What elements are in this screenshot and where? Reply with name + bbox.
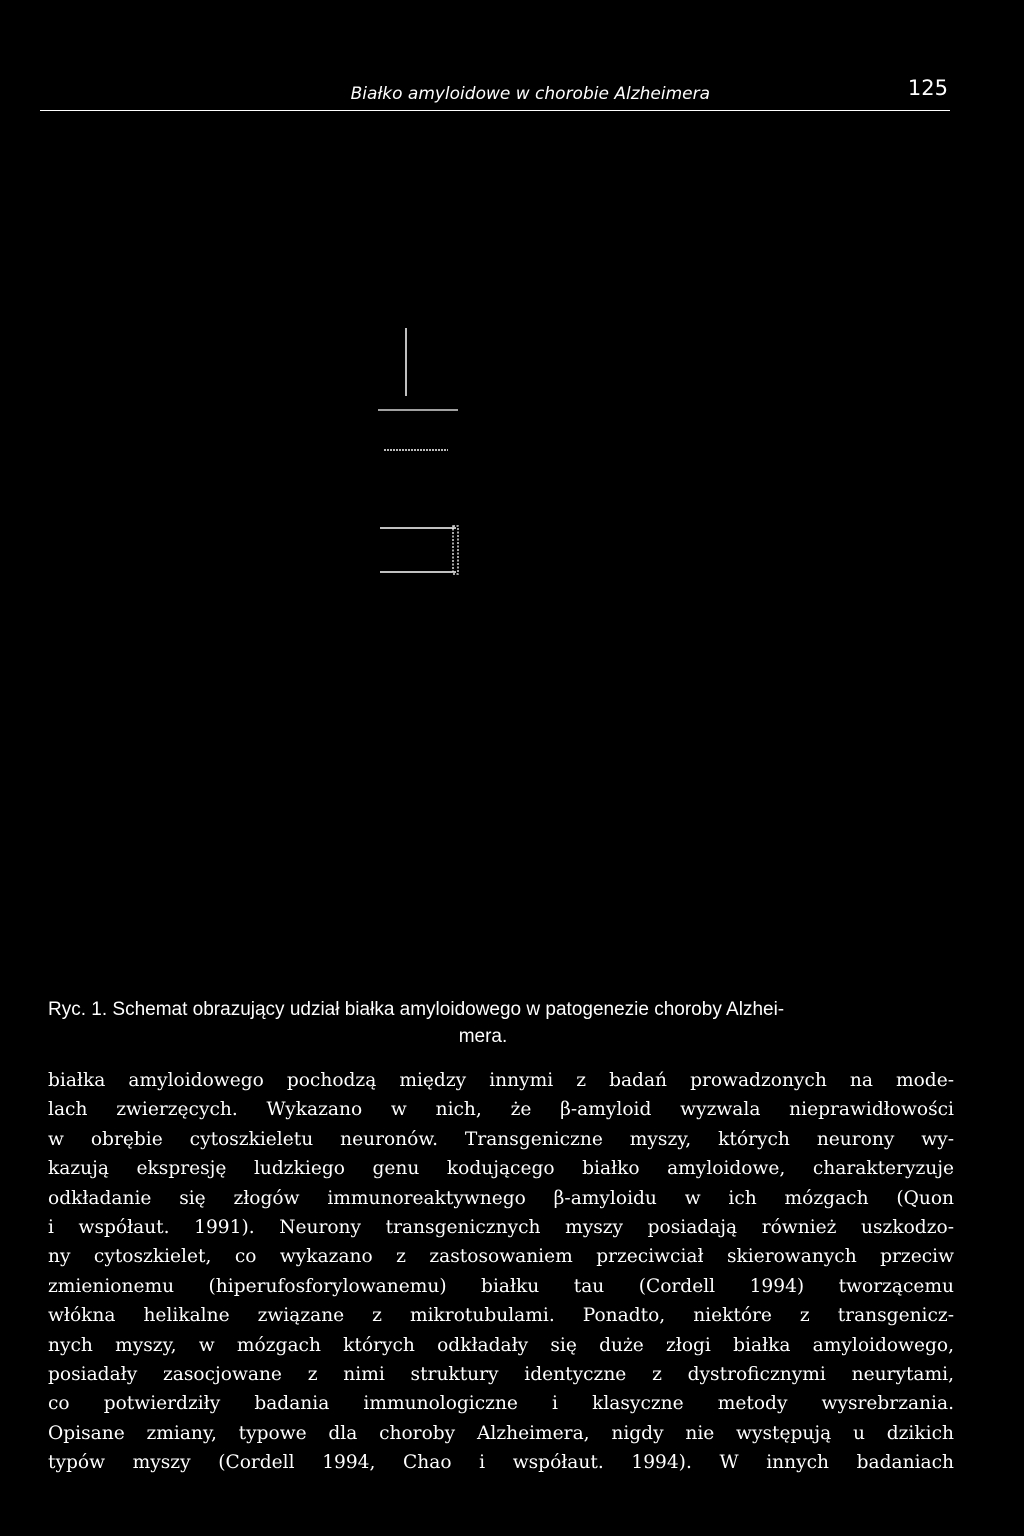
figure-drawing [370,320,480,580]
text-line: białka amyloidowego pochodzą między innymi z badań prowadzonych na mode- [48,1070,954,1091]
body-paragraph [48,1066,954,1478]
figure-schematic [370,320,480,580]
figure-caption [48,996,958,1050]
running-header [40,70,950,111]
caption-line: mera. [458,1026,508,1047]
text-line: lach zwierzęcych. Wykazano w nich, że β-amyloid wyzwala nieprawidłowości [48,1099,954,1121]
text-line: kazują ekspresję ludzkiego genu kodującego białko amyloidowe, charakteryzuje [48,1158,954,1180]
text-line: nych myszy, w mózgach których odkładały się duże złogi białka amyloidowego, [48,1334,954,1356]
text-line: odkładanie się złogów immunoreaktywnego β-amyloidu w ich mózgach (Quon [48,1187,954,1209]
text-line: w obrębie cytoszkieletu neuronów. Transgeniczne myszy, których neurony wy- [48,1128,954,1150]
caption-line: Ryc. 1. Schemat obrazujący udział białka amyloidowego w patogenezie choroby Alzhei- [48,999,785,1020]
text-line: co potwierdziły badania immunologiczne i klasyczne metody wysrebrzania. [48,1393,954,1415]
text-line: ny cytoszkielet, co wykazano z zastosowaniem przeciwciał skierowanych przeciw [48,1246,954,1268]
text-line: zmienionemu (hiperufosforylowanemu) białku tau (Cordell 1994) tworzącemu [48,1275,954,1297]
text-line: włókna helikalne związane z mikrotubulami. Ponadto, niektóre z transgenicz- [48,1305,954,1327]
text-line: Opisane zmiany, typowe dla choroby Alzheimera, nigdy nie występują u dzikich [48,1422,954,1444]
page-number: 125 [907,76,948,100]
text-line: posiadały zasocjowane z nimi struktury identyczne z dystroficznymi neurytami, [48,1364,954,1386]
text-line: typów myszy (Cordell 1994, Chao i współaut. 1994). W innych badaniach [48,1452,954,1474]
running-title: Białko amyloidowe w chorobie Alzheimera [350,84,710,104]
text-line: i współaut. 1991). Neurony transgenicznych myszy posiadają również uszkodzo- [48,1217,954,1239]
